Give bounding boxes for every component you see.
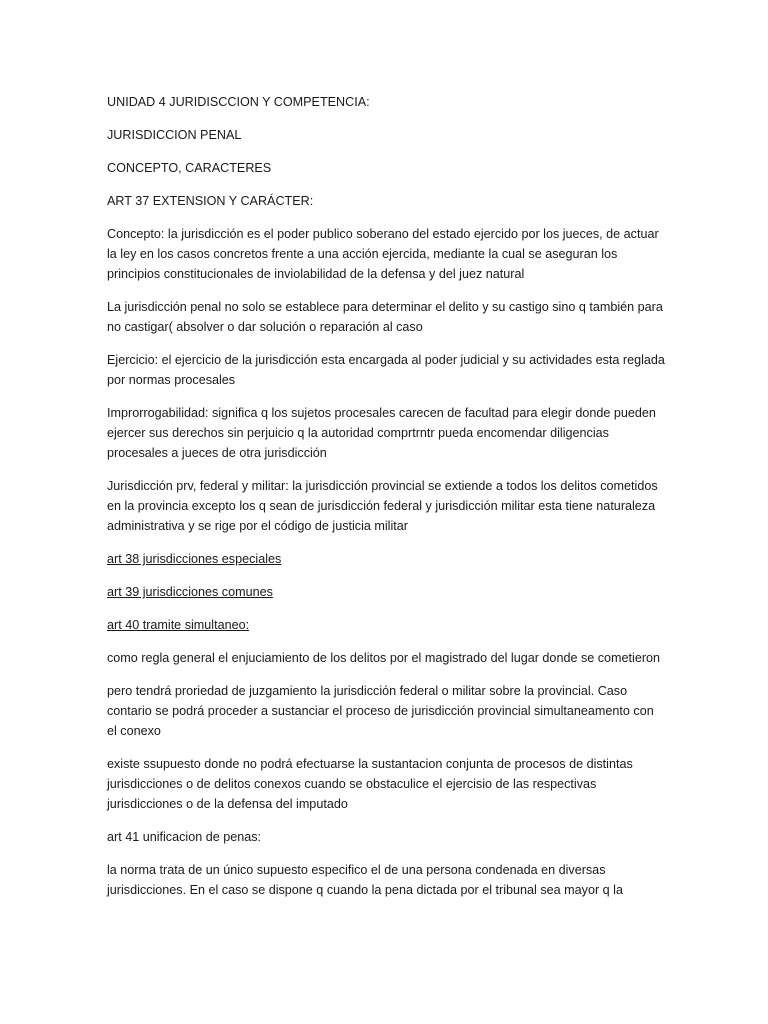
- heading-unidad: UNIDAD 4 JURIDISCCION Y COMPETENCIA:: [107, 95, 370, 109]
- paragraph-improrrogabilidad: Improrrogabilidad: significa q los sujetos procesales carecen de facultad para elegir donde pueden ejercer sus derechos sin perjuicio q la autoridad comprtrntr pueda encomendar diligencias procesales a jueces de otra jurisdicción: [107, 406, 656, 460]
- heading-art-41: art 41 unificacion de penas:: [107, 830, 262, 844]
- paragraph-jurisdiccion-penal: La jurisdicción penal no solo se establece para determinar el delito y su castigo sino q también para no castigar( absolver o dar solución o reparación al caso: [107, 300, 663, 334]
- paragraph-ejercicio: Ejercicio: el ejercicio de la jurisdicción esta encargada al poder judicial y su actividades esta reglada por normas procesales: [107, 353, 665, 387]
- paragraph-regla-general: como regla general el enjuciamiento de los delitos por el magistrado del lugar donde se cometieron: [107, 651, 661, 665]
- heading-art-38: art 38 jurisdicciones especiales: [107, 552, 282, 566]
- paragraph-norma: la norma trata de un único supuesto especifico el de una persona condenada en diversas jurisdicciones. En el caso se dispone q cuando la pena dictada por el tribunal sea mayor q la: [107, 863, 623, 897]
- heading-jurisdiccion-penal: JURISDICCION PENAL: [107, 128, 242, 142]
- paragraph-prioridad: pero tendrá proriedad de juzgamiento la jurisdicción federal o militar sobre la provincial. Caso contario se podrá proceder a sustanciar el proceso de jurisdicción provincial simultaneamento con el conexo: [107, 684, 654, 738]
- heading-art-37: ART 37 EXTENSION Y CARÁCTER:: [107, 194, 314, 208]
- document-page: [107, 92, 665, 913]
- paragraph-jurisdiccion-prv: Jurisdicción prv, federal y militar: la jurisdicción provincial se extiende a todos los delitos cometidos en la provincia excepto los q sean de jurisdicción federal y jurisdicción militar esta tiene naturaleza administrativa y se rige por el código de justicia militar: [107, 479, 658, 533]
- heading-art-40: art 40 tramite simultaneo:: [107, 618, 250, 632]
- paragraph-supuesto: existe ssupuesto donde no podrá efectuarse la sustantacion conjunta de procesos de distintas jurisdicciones o de delitos conexos cuando se obstaculice el ejercisio de las respectivas jurisdicciones o de la defensa del imputado: [107, 757, 633, 811]
- heading-concepto-caracteres: CONCEPTO, CARACTERES: [107, 161, 272, 175]
- heading-art-39: art 39 jurisdicciones comunes: [107, 585, 273, 599]
- paragraph-concepto: Concepto: la jurisdicción es el poder publico soberano del estado ejercido por los jueces, de actuar la ley en los casos concretos frente a una acción ejercida, mediante la cual se aseguran los principios constitucionales de inviolabilidad de la defensa y del juez natural: [107, 227, 659, 281]
